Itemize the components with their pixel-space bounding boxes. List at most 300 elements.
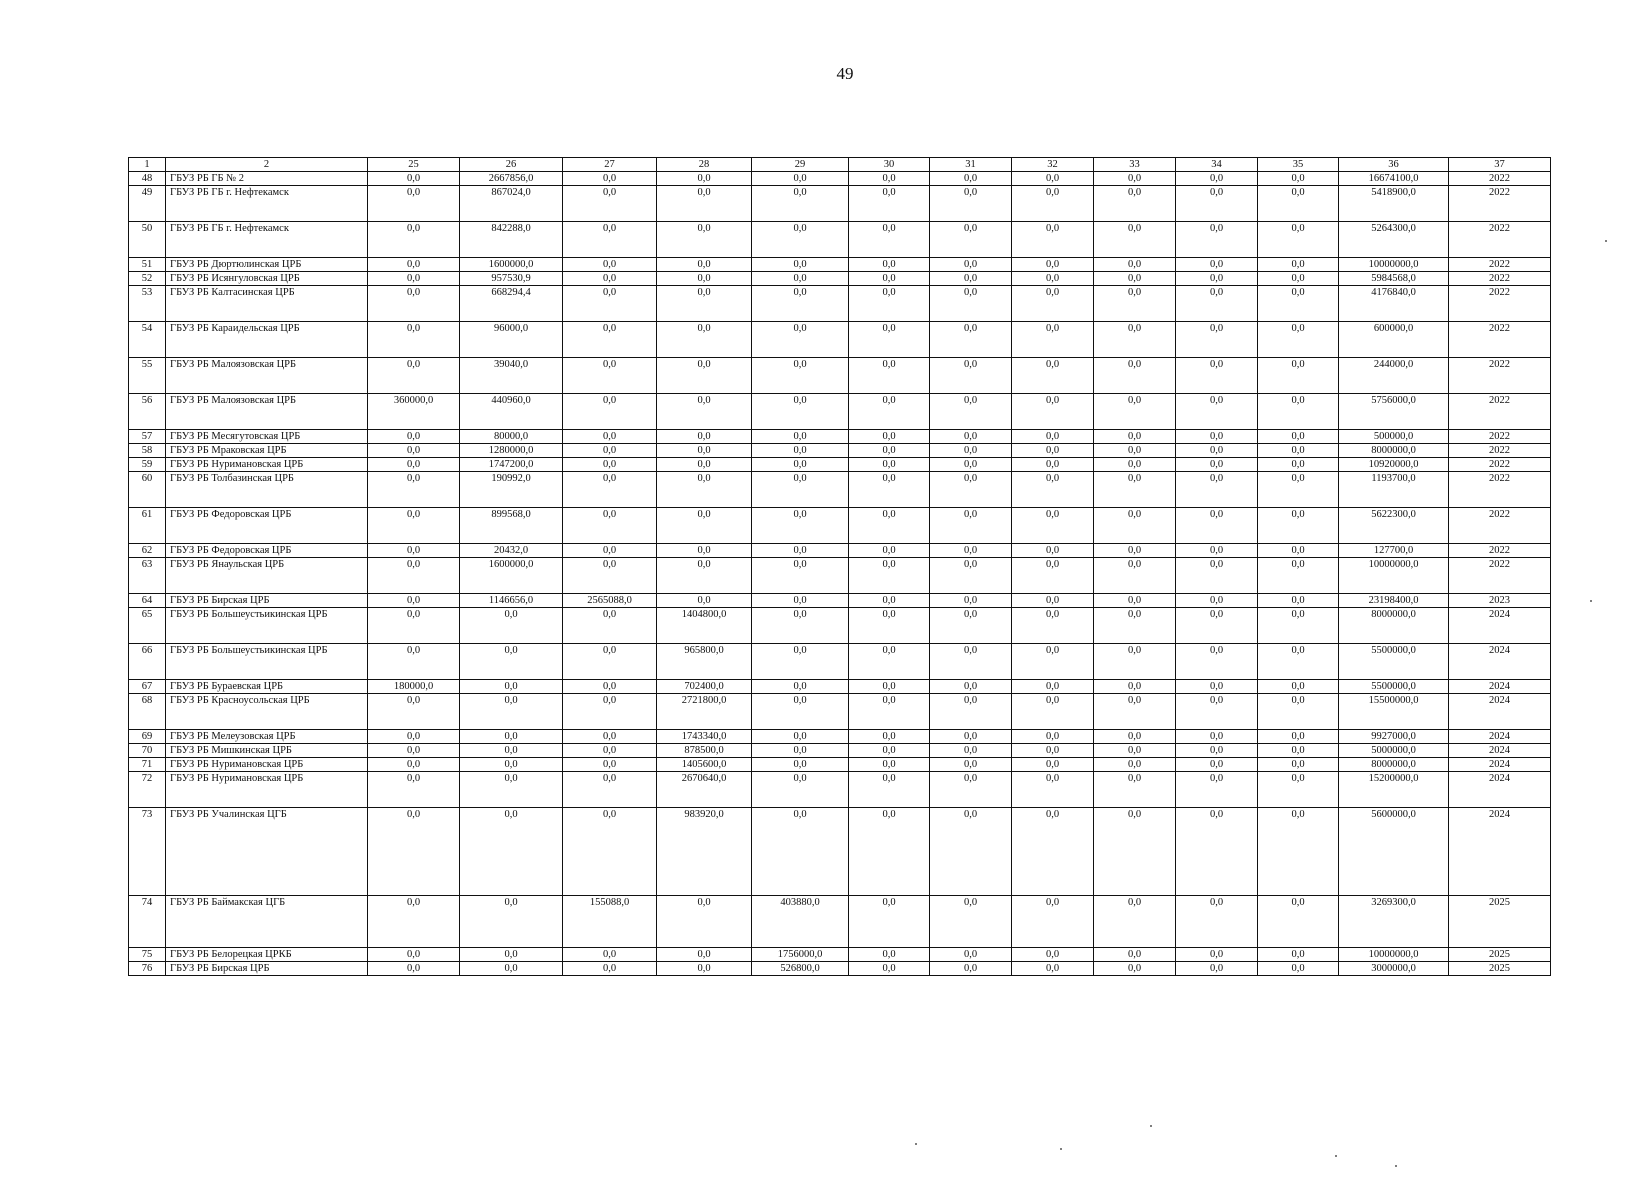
value-cell: 0,0 bbox=[849, 772, 930, 808]
table-row bbox=[129, 286, 1551, 322]
value-cell: 0,0 bbox=[930, 680, 1012, 694]
value-cell: 867024,0 bbox=[460, 186, 563, 222]
value-cell: 0,0 bbox=[849, 544, 930, 558]
value-cell: 0,0 bbox=[1176, 558, 1258, 594]
table-row bbox=[129, 272, 1551, 286]
institution-name-cell: ГБУЗ РБ Баймакская ЦГБ bbox=[166, 896, 368, 948]
value-cell: 403880,0 bbox=[752, 896, 849, 948]
value-cell: 0,0 bbox=[849, 286, 930, 322]
institution-name-cell: ГБУЗ РБ Янаульская ЦРБ bbox=[166, 558, 368, 594]
value-cell: 0,0 bbox=[752, 508, 849, 544]
value-cell: 0,0 bbox=[1012, 286, 1094, 322]
table-row bbox=[129, 558, 1551, 594]
value-cell: 0,0 bbox=[930, 258, 1012, 272]
value-cell: 0,0 bbox=[1012, 948, 1094, 962]
value-cell: 16674100,0 bbox=[1339, 172, 1449, 186]
table-row bbox=[129, 544, 1551, 558]
value-cell: 0,0 bbox=[1176, 286, 1258, 322]
column-header: 34 bbox=[1176, 158, 1258, 172]
value-cell: 526800,0 bbox=[752, 962, 849, 976]
year-cell: 2024 bbox=[1449, 808, 1551, 896]
value-cell: 0,0 bbox=[657, 172, 752, 186]
row-number-cell: 62 bbox=[129, 544, 166, 558]
value-cell: 0,0 bbox=[563, 808, 657, 896]
institution-name-cell: ГБУЗ РБ Большеустьикинская ЦРБ bbox=[166, 608, 368, 644]
value-cell: 0,0 bbox=[849, 394, 930, 430]
value-cell: 0,0 bbox=[930, 694, 1012, 730]
value-cell: 0,0 bbox=[1094, 430, 1176, 444]
value-cell: 899568,0 bbox=[460, 508, 563, 544]
value-cell: 0,0 bbox=[849, 962, 930, 976]
institution-name-cell: ГБУЗ РБ Бирская ЦРБ bbox=[166, 962, 368, 976]
value-cell: 0,0 bbox=[1258, 186, 1339, 222]
value-cell: 0,0 bbox=[460, 772, 563, 808]
row-number-cell: 54 bbox=[129, 322, 166, 358]
value-cell: 0,0 bbox=[657, 896, 752, 948]
row-number-cell: 66 bbox=[129, 644, 166, 680]
value-cell: 0,0 bbox=[849, 358, 930, 394]
institution-name-cell: ГБУЗ РБ ГБ г. Нефтекамск bbox=[166, 222, 368, 258]
institution-name-cell: ГБУЗ РБ ГБ № 2 bbox=[166, 172, 368, 186]
table-row bbox=[129, 608, 1551, 644]
value-cell: 0,0 bbox=[752, 222, 849, 258]
row-number-cell: 65 bbox=[129, 608, 166, 644]
column-header: 36 bbox=[1339, 158, 1449, 172]
value-cell: 0,0 bbox=[460, 680, 563, 694]
table-row bbox=[129, 394, 1551, 430]
value-cell: 0,0 bbox=[1258, 394, 1339, 430]
institution-name-cell: ГБУЗ РБ Мишкинская ЦРБ bbox=[166, 744, 368, 758]
value-cell: 0,0 bbox=[1012, 680, 1094, 694]
value-cell: 3000000,0 bbox=[1339, 962, 1449, 976]
value-cell: 0,0 bbox=[460, 896, 563, 948]
value-cell: 10920000,0 bbox=[1339, 458, 1449, 472]
value-cell: 0,0 bbox=[1258, 680, 1339, 694]
value-cell: 180000,0 bbox=[368, 680, 460, 694]
value-cell: 0,0 bbox=[563, 394, 657, 430]
value-cell: 0,0 bbox=[563, 544, 657, 558]
value-cell: 0,0 bbox=[1012, 544, 1094, 558]
value-cell: 878500,0 bbox=[657, 744, 752, 758]
value-cell: 0,0 bbox=[1012, 694, 1094, 730]
value-cell: 0,0 bbox=[460, 962, 563, 976]
value-cell: 0,0 bbox=[930, 508, 1012, 544]
value-cell: 0,0 bbox=[1094, 730, 1176, 744]
value-cell: 0,0 bbox=[657, 430, 752, 444]
value-cell: 0,0 bbox=[849, 172, 930, 186]
value-cell: 0,0 bbox=[1258, 608, 1339, 644]
value-cell: 600000,0 bbox=[1339, 322, 1449, 358]
value-cell: 0,0 bbox=[657, 286, 752, 322]
value-cell: 0,0 bbox=[563, 608, 657, 644]
value-cell: 0,0 bbox=[1094, 680, 1176, 694]
value-cell: 4176840,0 bbox=[1339, 286, 1449, 322]
value-cell: 500000,0 bbox=[1339, 430, 1449, 444]
value-cell: 0,0 bbox=[563, 772, 657, 808]
value-cell: 15500000,0 bbox=[1339, 694, 1449, 730]
value-cell: 244000,0 bbox=[1339, 358, 1449, 394]
value-cell: 1405600,0 bbox=[657, 758, 752, 772]
value-cell: 0,0 bbox=[1094, 394, 1176, 430]
year-cell: 2022 bbox=[1449, 508, 1551, 544]
value-cell: 0,0 bbox=[368, 896, 460, 948]
value-cell: 0,0 bbox=[1176, 472, 1258, 508]
institution-name-cell: ГБУЗ РБ Дюртюлинская ЦРБ bbox=[166, 258, 368, 272]
year-cell: 2022 bbox=[1449, 558, 1551, 594]
value-cell: 0,0 bbox=[460, 644, 563, 680]
value-cell: 0,0 bbox=[657, 186, 752, 222]
row-number-cell: 56 bbox=[129, 394, 166, 430]
year-cell: 2022 bbox=[1449, 358, 1551, 394]
value-cell: 0,0 bbox=[368, 172, 460, 186]
value-cell: 0,0 bbox=[1176, 458, 1258, 472]
year-cell: 2022 bbox=[1449, 322, 1551, 358]
value-cell: 0,0 bbox=[368, 472, 460, 508]
value-cell: 0,0 bbox=[1094, 272, 1176, 286]
value-cell: 0,0 bbox=[1176, 772, 1258, 808]
value-cell: 10000000,0 bbox=[1339, 558, 1449, 594]
institution-name-cell: ГБУЗ РБ Федоровская ЦРБ bbox=[166, 508, 368, 544]
value-cell: 0,0 bbox=[563, 444, 657, 458]
value-cell: 0,0 bbox=[563, 258, 657, 272]
row-number-cell: 64 bbox=[129, 594, 166, 608]
scan-speck bbox=[1605, 240, 1607, 242]
column-header: 29 bbox=[752, 158, 849, 172]
value-cell: 0,0 bbox=[1258, 558, 1339, 594]
row-number-cell: 59 bbox=[129, 458, 166, 472]
year-cell: 2022 bbox=[1449, 222, 1551, 258]
value-cell: 0,0 bbox=[930, 272, 1012, 286]
year-cell: 2024 bbox=[1449, 694, 1551, 730]
value-cell: 0,0 bbox=[1012, 394, 1094, 430]
value-cell: 0,0 bbox=[1176, 508, 1258, 544]
year-cell: 2025 bbox=[1449, 896, 1551, 948]
value-cell: 5984568,0 bbox=[1339, 272, 1449, 286]
value-cell: 0,0 bbox=[1012, 644, 1094, 680]
value-cell: 0,0 bbox=[752, 758, 849, 772]
value-cell: 0,0 bbox=[752, 258, 849, 272]
row-number-cell: 67 bbox=[129, 680, 166, 694]
year-cell: 2024 bbox=[1449, 608, 1551, 644]
table-row bbox=[129, 186, 1551, 222]
value-cell: 0,0 bbox=[1094, 644, 1176, 680]
value-cell: 0,0 bbox=[1176, 680, 1258, 694]
value-cell: 0,0 bbox=[563, 272, 657, 286]
value-cell: 0,0 bbox=[1094, 744, 1176, 758]
institution-name-cell: ГБУЗ РБ Нуримановская ЦРБ bbox=[166, 772, 368, 808]
value-cell: 0,0 bbox=[930, 222, 1012, 258]
column-header: 32 bbox=[1012, 158, 1094, 172]
year-cell: 2022 bbox=[1449, 430, 1551, 444]
column-header: 26 bbox=[460, 158, 563, 172]
table-row bbox=[129, 322, 1551, 358]
value-cell: 0,0 bbox=[1094, 594, 1176, 608]
institution-name-cell: ГБУЗ РБ Мраковская ЦРБ bbox=[166, 444, 368, 458]
value-cell: 2670640,0 bbox=[657, 772, 752, 808]
value-cell: 0,0 bbox=[1094, 322, 1176, 358]
value-cell: 0,0 bbox=[930, 322, 1012, 358]
value-cell: 0,0 bbox=[563, 172, 657, 186]
value-cell: 0,0 bbox=[1176, 186, 1258, 222]
value-cell: 0,0 bbox=[930, 594, 1012, 608]
value-cell: 0,0 bbox=[1258, 258, 1339, 272]
value-cell: 0,0 bbox=[930, 394, 1012, 430]
value-cell: 0,0 bbox=[752, 608, 849, 644]
value-cell: 0,0 bbox=[1176, 272, 1258, 286]
value-cell: 0,0 bbox=[368, 186, 460, 222]
value-cell: 0,0 bbox=[1094, 172, 1176, 186]
value-cell: 0,0 bbox=[1012, 458, 1094, 472]
value-cell: 0,0 bbox=[657, 394, 752, 430]
value-cell: 0,0 bbox=[1012, 472, 1094, 508]
value-cell: 0,0 bbox=[368, 458, 460, 472]
row-number-cell: 71 bbox=[129, 758, 166, 772]
table-row bbox=[129, 222, 1551, 258]
value-cell: 0,0 bbox=[563, 644, 657, 680]
value-cell: 0,0 bbox=[930, 948, 1012, 962]
value-cell: 0,0 bbox=[1258, 430, 1339, 444]
value-cell: 0,0 bbox=[930, 358, 1012, 394]
page-number: 49 bbox=[836, 64, 854, 83]
value-cell: 0,0 bbox=[657, 358, 752, 394]
value-cell: 0,0 bbox=[368, 558, 460, 594]
table-row bbox=[129, 730, 1551, 744]
value-cell: 0,0 bbox=[1258, 444, 1339, 458]
value-cell: 0,0 bbox=[930, 896, 1012, 948]
value-cell: 0,0 bbox=[1176, 544, 1258, 558]
value-cell: 0,0 bbox=[1012, 962, 1094, 976]
table-row bbox=[129, 948, 1551, 962]
value-cell: 0,0 bbox=[368, 608, 460, 644]
value-cell: 39040,0 bbox=[460, 358, 563, 394]
value-cell: 0,0 bbox=[1258, 222, 1339, 258]
row-number-cell: 69 bbox=[129, 730, 166, 744]
value-cell: 0,0 bbox=[563, 186, 657, 222]
value-cell: 0,0 bbox=[460, 744, 563, 758]
value-cell: 0,0 bbox=[849, 608, 930, 644]
value-cell: 0,0 bbox=[1012, 608, 1094, 644]
institution-name-cell: ГБУЗ РБ Калтасинская ЦРБ bbox=[166, 286, 368, 322]
year-cell: 2024 bbox=[1449, 758, 1551, 772]
row-number-cell: 73 bbox=[129, 808, 166, 896]
value-cell: 0,0 bbox=[1176, 222, 1258, 258]
value-cell: 0,0 bbox=[368, 644, 460, 680]
table-row bbox=[129, 258, 1551, 272]
value-cell: 0,0 bbox=[752, 358, 849, 394]
value-cell: 0,0 bbox=[930, 286, 1012, 322]
value-cell: 0,0 bbox=[1012, 744, 1094, 758]
value-cell: 0,0 bbox=[657, 558, 752, 594]
value-cell: 20432,0 bbox=[460, 544, 563, 558]
value-cell: 0,0 bbox=[752, 644, 849, 680]
value-cell: 0,0 bbox=[657, 458, 752, 472]
value-cell: 0,0 bbox=[563, 680, 657, 694]
value-cell: 8000000,0 bbox=[1339, 608, 1449, 644]
value-cell: 127700,0 bbox=[1339, 544, 1449, 558]
table-row bbox=[129, 744, 1551, 758]
value-cell: 0,0 bbox=[368, 258, 460, 272]
value-cell: 0,0 bbox=[930, 758, 1012, 772]
value-cell: 0,0 bbox=[657, 272, 752, 286]
value-cell: 0,0 bbox=[563, 508, 657, 544]
institution-name-cell: ГБУЗ РБ Малоязовская ЦРБ bbox=[166, 358, 368, 394]
value-cell: 0,0 bbox=[1258, 508, 1339, 544]
value-cell: 0,0 bbox=[368, 594, 460, 608]
table-row bbox=[129, 594, 1551, 608]
value-cell: 0,0 bbox=[1176, 358, 1258, 394]
value-cell: 983920,0 bbox=[657, 808, 752, 896]
value-cell: 0,0 bbox=[563, 744, 657, 758]
value-cell: 0,0 bbox=[1094, 444, 1176, 458]
value-cell: 0,0 bbox=[1012, 772, 1094, 808]
value-cell: 0,0 bbox=[368, 508, 460, 544]
row-number-cell: 61 bbox=[129, 508, 166, 544]
value-cell: 0,0 bbox=[752, 186, 849, 222]
value-cell: 0,0 bbox=[368, 808, 460, 896]
value-cell: 0,0 bbox=[1094, 608, 1176, 644]
value-cell: 1743340,0 bbox=[657, 730, 752, 744]
value-cell: 957530,9 bbox=[460, 272, 563, 286]
value-cell: 0,0 bbox=[1094, 358, 1176, 394]
data-table bbox=[128, 157, 1551, 976]
value-cell: 0,0 bbox=[752, 808, 849, 896]
table-row bbox=[129, 172, 1551, 186]
value-cell: 0,0 bbox=[368, 744, 460, 758]
value-cell: 0,0 bbox=[930, 744, 1012, 758]
value-cell: 5500000,0 bbox=[1339, 644, 1449, 680]
table-row bbox=[129, 896, 1551, 948]
year-cell: 2025 bbox=[1449, 962, 1551, 976]
value-cell: 0,0 bbox=[849, 744, 930, 758]
institution-name-cell: ГБУЗ РБ Мелеузовская ЦРБ bbox=[166, 730, 368, 744]
year-cell: 2024 bbox=[1449, 744, 1551, 758]
value-cell: 0,0 bbox=[1094, 222, 1176, 258]
value-cell: 2667856,0 bbox=[460, 172, 563, 186]
value-cell: 15200000,0 bbox=[1339, 772, 1449, 808]
table-row bbox=[129, 430, 1551, 444]
value-cell: 0,0 bbox=[849, 680, 930, 694]
value-cell: 0,0 bbox=[849, 644, 930, 680]
column-header: 33 bbox=[1094, 158, 1176, 172]
scan-speck bbox=[1060, 1148, 1062, 1150]
value-cell: 0,0 bbox=[657, 322, 752, 358]
value-cell: 0,0 bbox=[460, 808, 563, 896]
value-cell: 0,0 bbox=[563, 948, 657, 962]
row-number-cell: 52 bbox=[129, 272, 166, 286]
value-cell: 0,0 bbox=[849, 444, 930, 458]
value-cell: 0,0 bbox=[1012, 508, 1094, 544]
value-cell: 0,0 bbox=[1258, 644, 1339, 680]
value-cell: 96000,0 bbox=[460, 322, 563, 358]
value-cell: 842288,0 bbox=[460, 222, 563, 258]
value-cell: 0,0 bbox=[1094, 472, 1176, 508]
value-cell: 0,0 bbox=[752, 558, 849, 594]
value-cell: 0,0 bbox=[1012, 444, 1094, 458]
value-cell: 0,0 bbox=[1176, 730, 1258, 744]
value-cell: 0,0 bbox=[657, 472, 752, 508]
column-header: 37 bbox=[1449, 158, 1551, 172]
column-header: 25 bbox=[368, 158, 460, 172]
year-cell: 2024 bbox=[1449, 644, 1551, 680]
value-cell: 0,0 bbox=[1176, 896, 1258, 948]
value-cell: 0,0 bbox=[1012, 172, 1094, 186]
scan-speck bbox=[915, 1143, 917, 1145]
value-cell: 2721800,0 bbox=[657, 694, 752, 730]
value-cell: 0,0 bbox=[1258, 730, 1339, 744]
year-cell: 2022 bbox=[1449, 394, 1551, 430]
value-cell: 0,0 bbox=[849, 948, 930, 962]
table-row bbox=[129, 680, 1551, 694]
value-cell: 10000000,0 bbox=[1339, 948, 1449, 962]
value-cell: 0,0 bbox=[752, 680, 849, 694]
value-cell: 1193700,0 bbox=[1339, 472, 1449, 508]
value-cell: 0,0 bbox=[563, 694, 657, 730]
institution-name-cell: ГБУЗ РБ Бирская ЦРБ bbox=[166, 594, 368, 608]
value-cell: 0,0 bbox=[563, 962, 657, 976]
value-cell: 0,0 bbox=[1176, 948, 1258, 962]
data-table-container bbox=[128, 157, 1551, 976]
value-cell: 0,0 bbox=[368, 286, 460, 322]
column-header: 27 bbox=[563, 158, 657, 172]
value-cell: 0,0 bbox=[460, 948, 563, 962]
year-cell: 2022 bbox=[1449, 186, 1551, 222]
value-cell: 5756000,0 bbox=[1339, 394, 1449, 430]
value-cell: 0,0 bbox=[849, 472, 930, 508]
value-cell: 8000000,0 bbox=[1339, 758, 1449, 772]
value-cell: 0,0 bbox=[752, 430, 849, 444]
table-header-row bbox=[129, 158, 1551, 172]
value-cell: 0,0 bbox=[1176, 808, 1258, 896]
year-cell: 2022 bbox=[1449, 544, 1551, 558]
value-cell: 0,0 bbox=[1176, 322, 1258, 358]
value-cell: 0,0 bbox=[657, 508, 752, 544]
value-cell: 5000000,0 bbox=[1339, 744, 1449, 758]
value-cell: 0,0 bbox=[1258, 962, 1339, 976]
value-cell: 0,0 bbox=[1012, 758, 1094, 772]
value-cell: 0,0 bbox=[752, 594, 849, 608]
value-cell: 0,0 bbox=[1258, 172, 1339, 186]
year-cell: 2022 bbox=[1449, 272, 1551, 286]
value-cell: 0,0 bbox=[1258, 472, 1339, 508]
value-cell: 0,0 bbox=[1176, 608, 1258, 644]
value-cell: 0,0 bbox=[1094, 558, 1176, 594]
year-cell: 2022 bbox=[1449, 444, 1551, 458]
value-cell: 0,0 bbox=[657, 222, 752, 258]
row-number-cell: 49 bbox=[129, 186, 166, 222]
table-row bbox=[129, 772, 1551, 808]
value-cell: 0,0 bbox=[1258, 758, 1339, 772]
value-cell: 0,0 bbox=[752, 730, 849, 744]
year-cell: 2024 bbox=[1449, 730, 1551, 744]
value-cell: 0,0 bbox=[368, 758, 460, 772]
value-cell: 0,0 bbox=[1258, 948, 1339, 962]
value-cell: 0,0 bbox=[930, 172, 1012, 186]
value-cell: 0,0 bbox=[368, 962, 460, 976]
value-cell: 0,0 bbox=[368, 222, 460, 258]
value-cell: 0,0 bbox=[849, 258, 930, 272]
value-cell: 1146656,0 bbox=[460, 594, 563, 608]
value-cell: 0,0 bbox=[752, 744, 849, 758]
row-number-cell: 63 bbox=[129, 558, 166, 594]
value-cell: 0,0 bbox=[1012, 258, 1094, 272]
column-header: 35 bbox=[1258, 158, 1339, 172]
value-cell: 0,0 bbox=[752, 286, 849, 322]
table-row bbox=[129, 472, 1551, 508]
value-cell: 0,0 bbox=[1176, 758, 1258, 772]
value-cell: 0,0 bbox=[930, 772, 1012, 808]
row-number-cell: 60 bbox=[129, 472, 166, 508]
year-cell: 2022 bbox=[1449, 258, 1551, 272]
